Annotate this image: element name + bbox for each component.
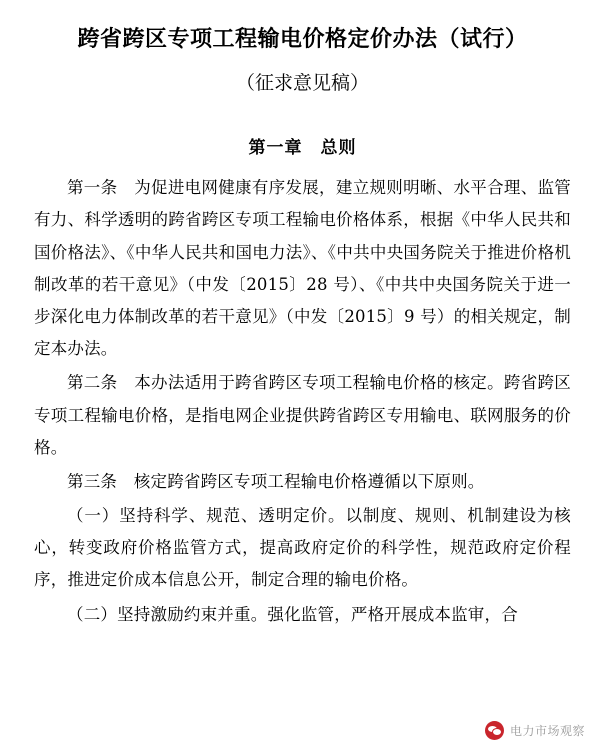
paragraph-article-3: 第三条 核定跨省跨区专项工程输电价格遵循以下原则。: [67, 471, 485, 491]
paragraph-principle-1: （一）坚持科学、规范、透明定价。以制度、规则、机制建设为核心，转变政府价格监管方式，提高政府定价的科学性，规范政府定价程序，推进定价成本信息公开，制定合理的输电价格。: [34, 506, 571, 590]
wechat-icon: [485, 721, 504, 740]
paragraph-principle-2: （二）坚持激励约束并重。强化监管，严格开展成本监审，合: [67, 604, 518, 624]
paragraph-article-1: 第一条 为促进电网健康有序发展，建立规则明晰、水平合理、监管有力、科学透明的跨省跨区专项工程输电价格体系，根据《中华人民共和国价格法》、《中华人民共和国电力法》、《中共中央国务院关于推进价格机制改革的若干意见》（中发〔2015〕28 号）、《中共中央国务院关于进一步深化电力体制改革的若干意见》（中发〔2015〕9 号）的相关规定，制定本办法。: [34, 178, 571, 359]
footer-brand: [485, 721, 585, 740]
brand-name: 电力市场观察: [509, 724, 585, 738]
chapter-heading: 第一章 总则: [248, 138, 357, 159]
document-subtitle: （征求意见稿）: [235, 71, 369, 94]
paragraph-article-2: 第二条 本办法适用于跨省跨区专项工程输电价格的核定。跨省跨区专项工程输电价格，是指电网企业提供跨省跨区专用输电、联网服务的价格。: [34, 373, 571, 457]
document-title: 跨省跨区专项工程输电价格定价办法（试行）: [77, 26, 528, 52]
